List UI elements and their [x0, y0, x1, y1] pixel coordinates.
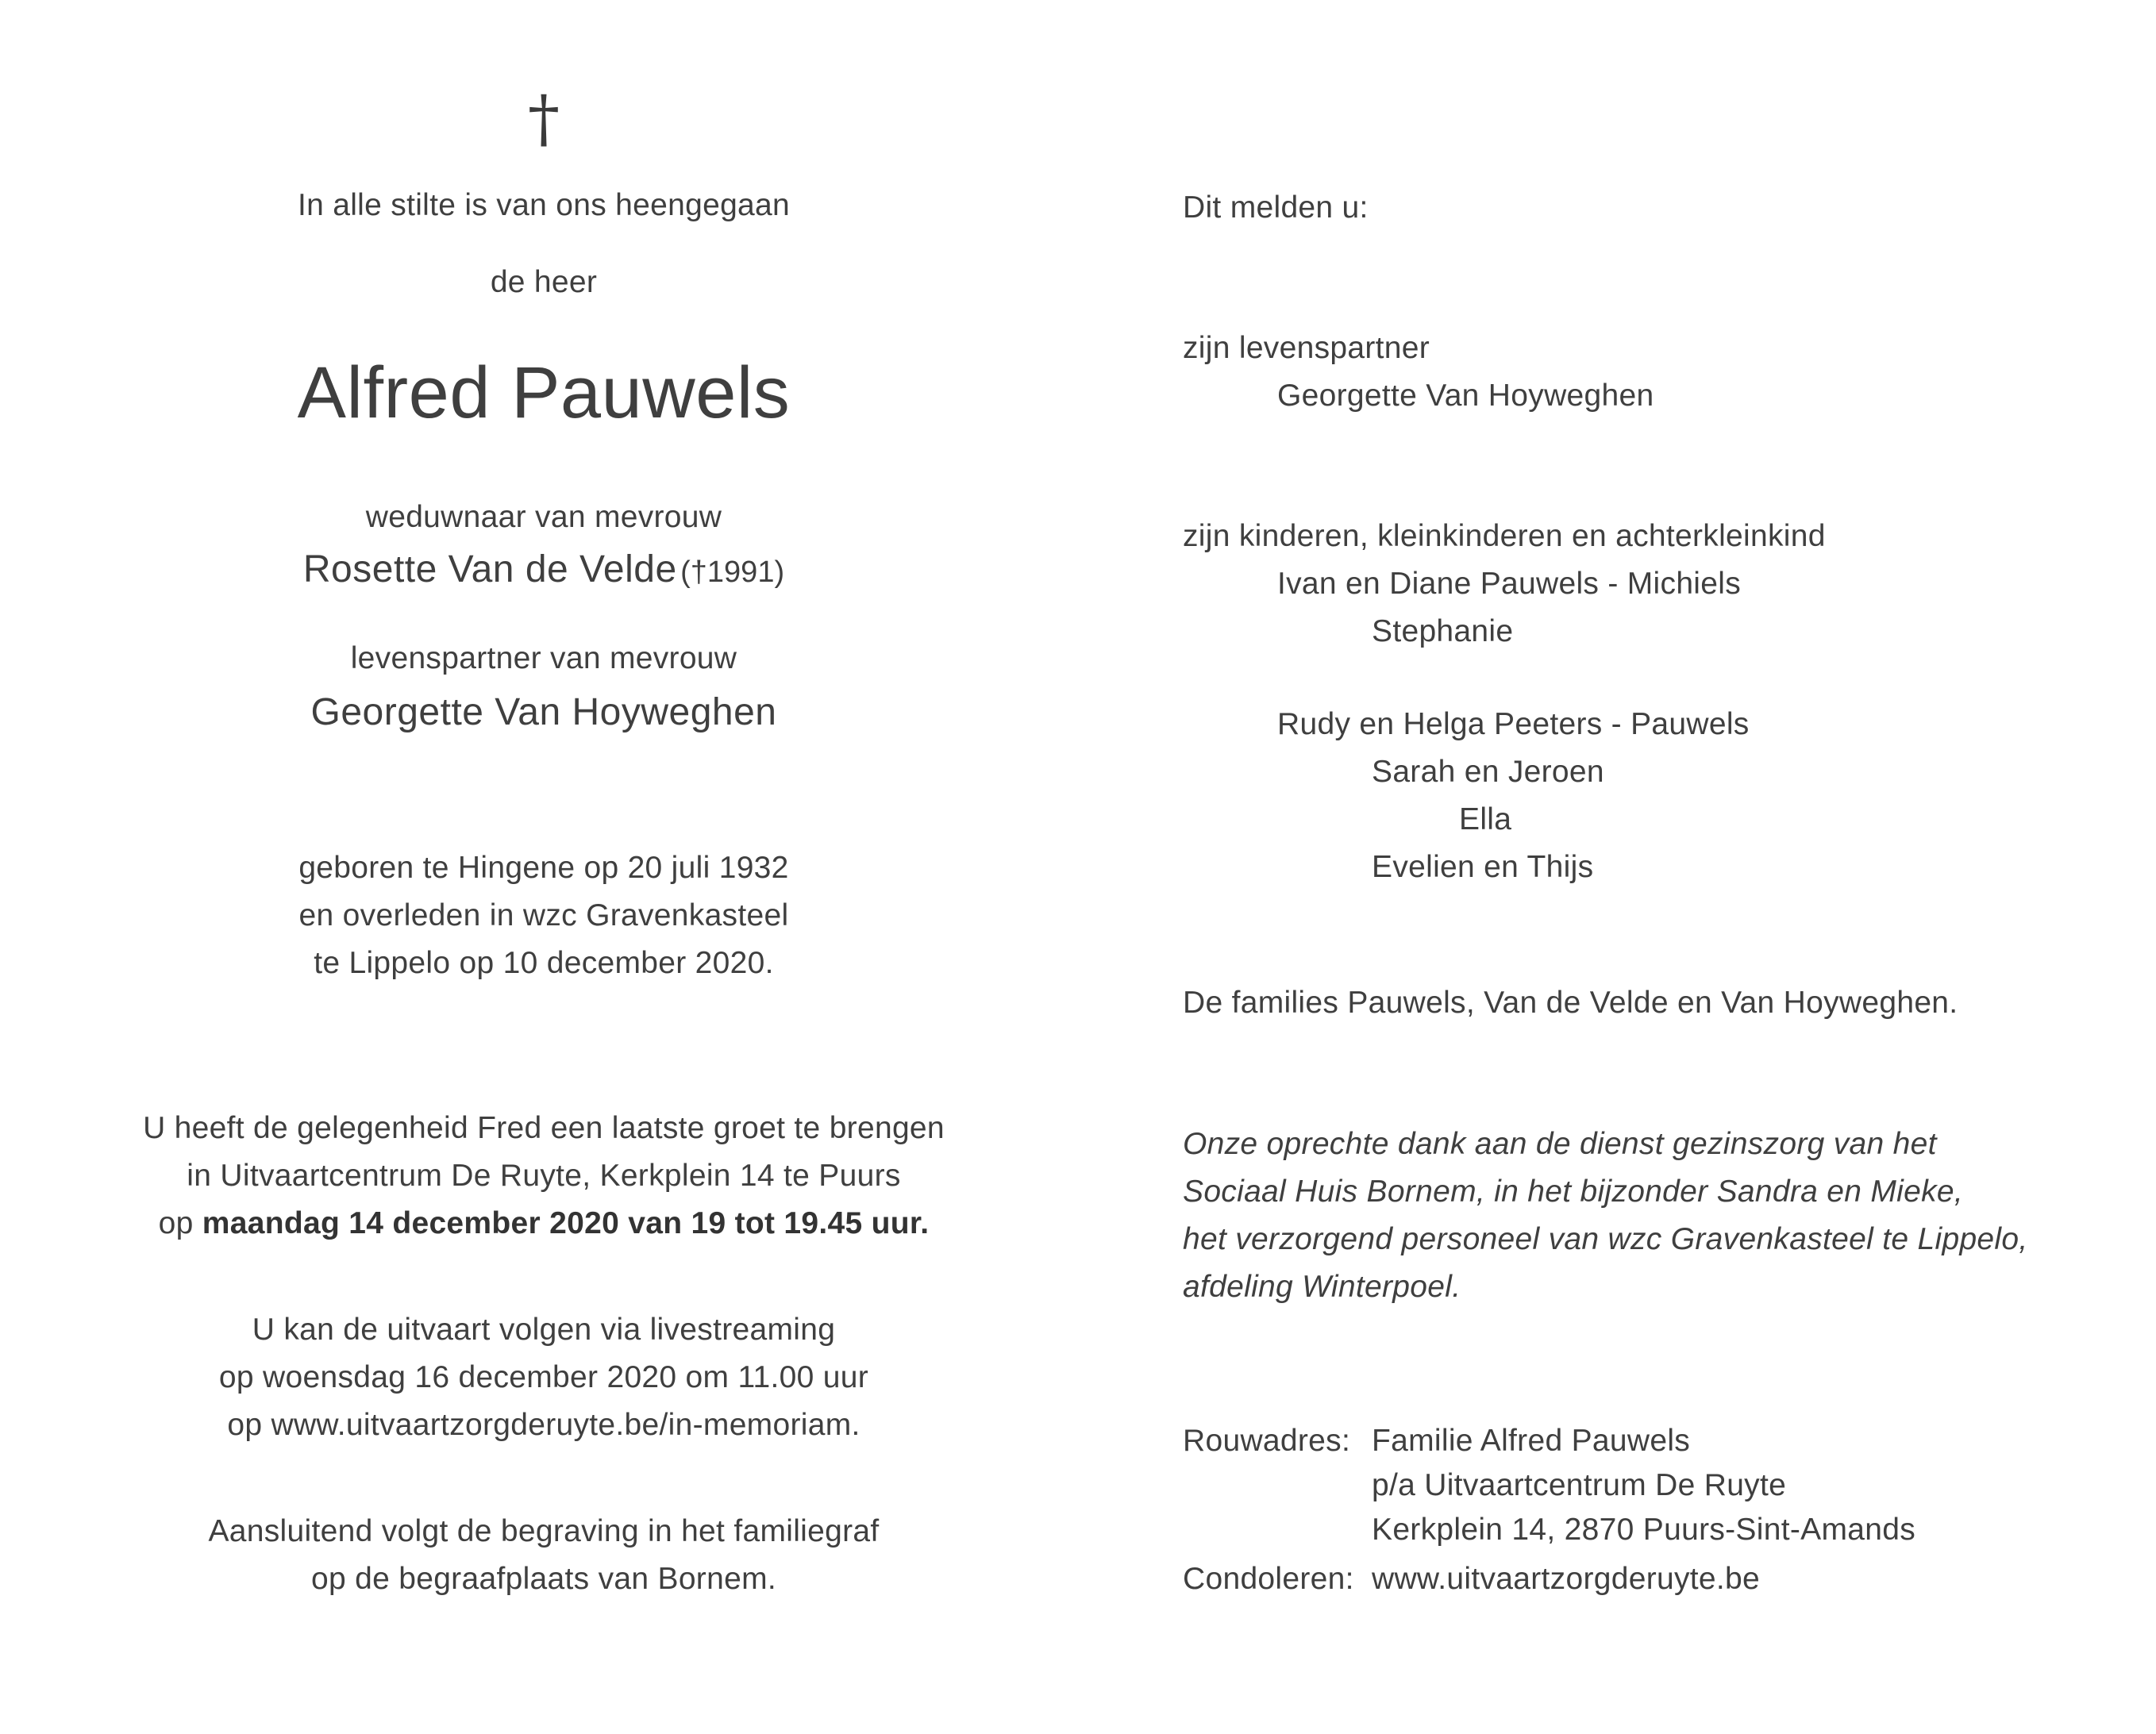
family-rudy-helga: Rudy en Helga Peeters - Pauwels: [1277, 707, 1750, 741]
grandchild-sarah-jeroen: Sarah en Jeroen: [1372, 755, 1604, 789]
partner-label: levenspartner van mevrouw: [350, 641, 737, 675]
farewell-block: [64, 1105, 1024, 1248]
family-rudy-block: [1183, 701, 2119, 891]
burial-line: Aansluitend volgt de begraving in het familiegraf: [208, 1514, 880, 1548]
address-label: Rouwadres:: [1183, 1424, 1351, 1458]
death-date-line: te Lippelo op 10 december 2020.: [314, 946, 774, 980]
partner-block: [1183, 325, 2119, 420]
families-line: De families Pauwels, Van de Velde en Van Hoyweghen.: [1183, 986, 1958, 1020]
intro-text: In alle stilte is van ons heengegaan: [297, 188, 791, 222]
address-line-1: Familie Alfred Pauwels: [1372, 1424, 1691, 1458]
farewell-line: U heeft de gelegenheid Fred een laatste groet te brengen: [143, 1111, 945, 1145]
great-grandchild-ella: Ella: [1459, 802, 1512, 836]
livestream-line: U kan de uitvaart volgen via livestreaming: [252, 1313, 836, 1347]
cross-symbol: †: [528, 82, 560, 156]
spouse-line: [64, 544, 1024, 595]
right-partner-name: Georgette Van Hoyweghen: [1277, 379, 1654, 413]
address-row-2: [1183, 1463, 2119, 1508]
thanks-block: [1183, 1121, 2119, 1311]
farewell-location-line: in Uitvaartcentrum De Ruyte, Kerkplein 14 te Puurs: [187, 1159, 901, 1193]
condolence-label: Condoleren:: [1183, 1562, 1354, 1596]
family-ivan-diane: Ivan en Diane Pauwels - Michiels: [1277, 567, 1742, 601]
condolence-row: [1183, 1557, 2119, 1601]
widower-label: weduwnaar van mevrouw: [365, 500, 722, 534]
address-block: [1183, 1419, 2119, 1601]
address-row-3: [1183, 1508, 2119, 1552]
children-label: zijn kinderen, kleinkinderen en achterkleinkind: [1183, 519, 1826, 553]
deceased-name: Alfred Pauwels: [297, 352, 791, 433]
thanks-line-1: Onze oprechte dank aan de dienst gezinszorg van het: [1183, 1127, 1937, 1161]
title-text: de heer: [490, 265, 598, 299]
address-line-3: Kerkplein 14, 2870 Puurs-Sint-Amands: [1372, 1513, 1915, 1547]
livestream-block: [64, 1306, 1024, 1449]
grandchild-evelien-thijs: Evelien en Thijs: [1372, 850, 1594, 884]
burial-block: [64, 1508, 1024, 1603]
right-partner-label: zijn levenspartner: [1183, 331, 1430, 365]
grandchild-stephanie: Stephanie: [1372, 614, 1514, 648]
thanks-line-4: afdeling Winterpoel.: [1183, 1270, 1461, 1304]
address-line-2: p/a Uitvaartcentrum De Ruyte: [1372, 1468, 1787, 1502]
announcement-text: Dit melden u:: [1183, 190, 1369, 225]
farewell-prefix: op: [158, 1206, 194, 1240]
farewell-date-line: [64, 1200, 1024, 1248]
farewell-date: maandag 14 december 2020 van 19 tot 19.45 uur.: [202, 1206, 930, 1240]
partner-name: Georgette Van Hoyweghen: [310, 691, 777, 733]
thanks-line-2: Sociaal Huis Bornem, in het bijzonder Sandra en Mieke,: [1183, 1175, 1964, 1209]
death-place-line: en overleden in wzc Gravenkasteel: [298, 898, 789, 932]
birth-line: geboren te Hingene op 20 juli 1932: [298, 851, 789, 885]
livestream-date-line: op woensdag 16 december 2020 om 11.00 uur: [218, 1360, 869, 1394]
livestream-url-line[interactable]: op www.uitvaartzorgderuyte.be/in-memoriam.: [227, 1408, 860, 1442]
birth-death-block: [64, 844, 1024, 987]
address-row-1: [1183, 1419, 2119, 1463]
condolence-url[interactable]: www.uitvaartzorgderuyte.be: [1372, 1562, 1761, 1596]
spouse-name: Rosette Van de Velde: [302, 548, 677, 590]
children-block: [1183, 513, 2119, 656]
spouse-death-year: (†1991): [680, 556, 785, 589]
burial-place-line: op de begraafplaats van Bornem.: [310, 1562, 777, 1596]
thanks-line-3: het verzorgend personeel van wzc Gravenkasteel te Lippelo,: [1183, 1222, 2028, 1256]
